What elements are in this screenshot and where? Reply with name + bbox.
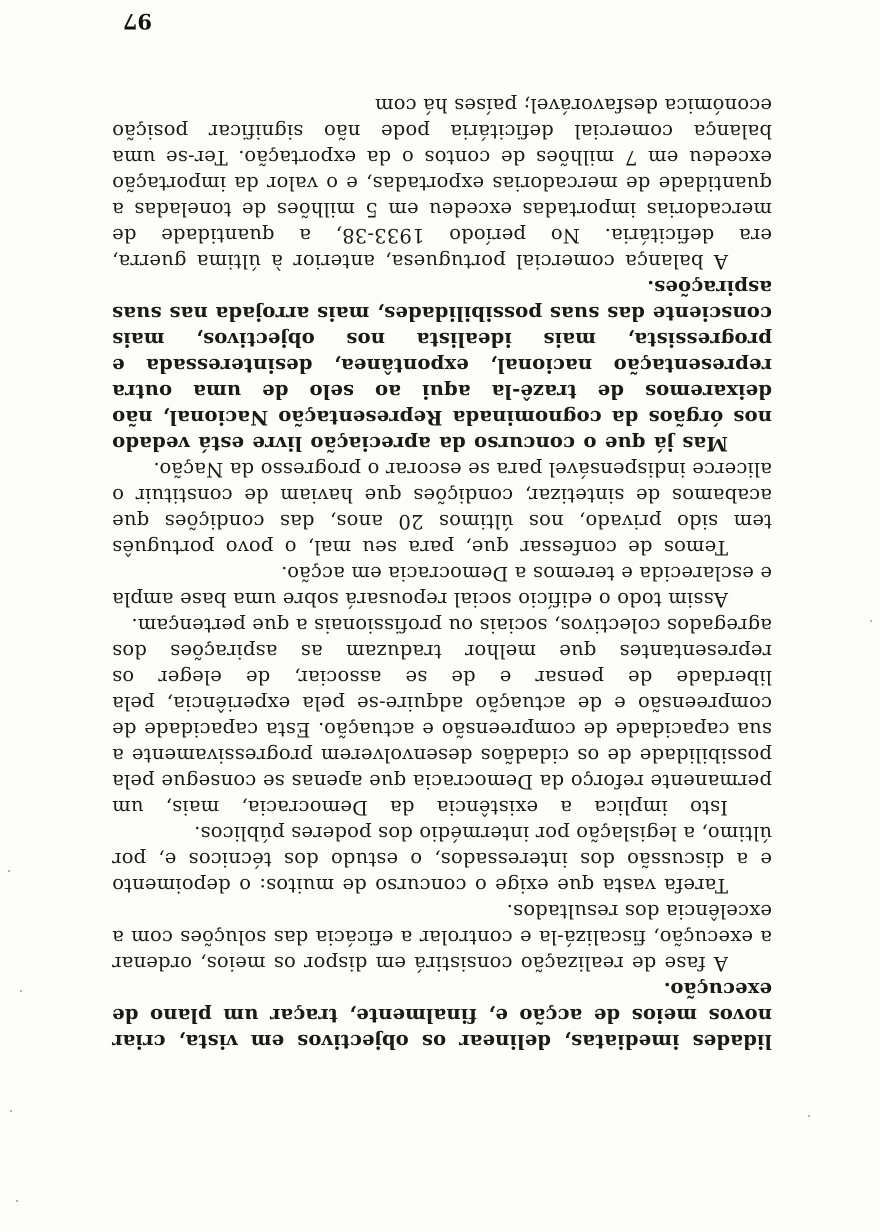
page-number: 97 xyxy=(122,9,152,34)
paragraph-3: Tarefa vasta que exige o concurso de muitos: o depoimento e a discussão dos interessados, o estudo dos técnicos e, por último, a legislação por intermédio dos poderes públicos. xyxy=(112,822,772,897)
scan-speck xyxy=(16,1200,18,1202)
scan-speck xyxy=(870,620,872,622)
paragraph-1: lidades imediatas, delinear os objectivos em vista, criar novos meios de acção e, finalmente, traçar um plano de execução. xyxy=(112,978,772,1053)
paragraph-8: A balança comercial portuguesa, anterior à última guerra, era deficitária. No período 1933-38, a quantidade de mercadorias importadas excedeu em 5 milhões de toneladas a quantidade de mercadorias exportadas, e o valor da importação excedeu em 7 milhões de contos o da exportação. Ter-se uma balança comercial deficitária pode não significar posição económica desfavorável; países há com xyxy=(112,94,772,273)
body-text xyxy=(112,92,772,1054)
paragraph-2: A fase de realização consistirá em dispor os meios, ordenar a execução, fiscalizá-la e controlar a eficácia das soluções com a excelência dos resultados. xyxy=(112,900,772,975)
paragraph-5: Assim todo o edifício social repousará sobre uma base ampla e esclarecida e teremos a Democracia em acção. xyxy=(112,562,772,611)
paragraph-7: Mas já que o concurso da apreciação livre está vedado nos órgãos da cognominada Representação Nacional, não deixaremos de trazê-la aqui ao selo de uma outra representação nacional, expontânea, desinteressada e progressista, mais idealista nos objectivos, mais consciente das suas possibilidades, mais arrojada nas suas aspirações. xyxy=(112,276,772,455)
scan-speck xyxy=(8,870,10,872)
scan-speck xyxy=(20,990,22,992)
paragraph-4: Isto implica a existência da Democracia, mais, um permanente reforço da Democracia que apenas se consegue pela possibilidade de os cidadãos desenvolverem progressivamente a sua capacidade de compreensão e actuação. Esta capacidade de compreensão e de actuação adquire-se pela experiência, pela liberdade de pensar e de se associar, de eleger os representantes que melhor traduzam as aspirações dos agregados colectivos, sociais ou profissionais a que pertençam. xyxy=(112,614,772,819)
scan-speck xyxy=(10,1110,12,1112)
paragraph-6: Temos de confessar que, para seu mal, o povo português tem sido privado, nos últimos 20 anos, das condições que acabamos de sintetizar, condições que haviam de constituir o alicerce indispensável para se escorar o progresso da Nação. xyxy=(112,458,772,559)
scan-speck xyxy=(808,1115,810,1117)
